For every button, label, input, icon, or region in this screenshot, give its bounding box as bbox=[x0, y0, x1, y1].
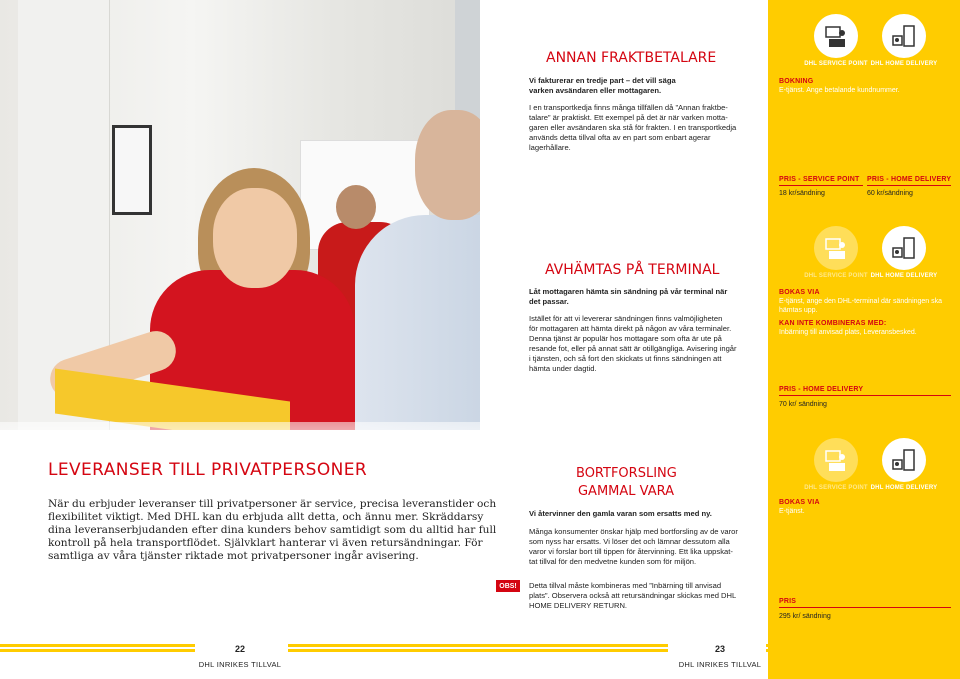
bortforsling-lead: Vi återvinner den gamla varan som ersatts med ny. bbox=[529, 509, 712, 518]
avhamtas-body-5: i tjänsten, och så fort den skickats ut finns sändningen att bbox=[529, 354, 722, 363]
annan-body-2: talare” är praktiskt. Ett exempel på det är när varken motta- bbox=[529, 113, 728, 122]
leveranser-body-3: dina leveranserbjudanden efter dina kunders behov samtidigt som du alltid har full bbox=[48, 524, 497, 536]
annan-lead-2: varken avsändaren eller mottagaren. bbox=[529, 86, 662, 95]
divider bbox=[779, 607, 951, 608]
service-point-icon bbox=[814, 226, 858, 270]
home-delivery-icon bbox=[882, 14, 926, 58]
home-delivery-icon bbox=[882, 438, 926, 482]
bortforsling-pris-label: PRIS bbox=[779, 598, 797, 605]
home-delivery-icon bbox=[882, 226, 926, 270]
avhamtas-body-1: Istället för att vi levererar sändningen finns valmöjligheten bbox=[529, 314, 723, 323]
avhamtas-bokas-text-2: hämtas upp. bbox=[779, 307, 818, 314]
bortforsling-title-1: BORTFORSLING bbox=[576, 466, 677, 481]
annan-pris-hd-label: PRIS - HOME DELIVERY bbox=[867, 176, 952, 183]
annan-body-3: garen eller avsändaren ska stå för frakten. I en transportkedja bbox=[529, 123, 737, 132]
divider bbox=[867, 185, 951, 186]
avhamtas-bokas-text-1: E-tjänst, ange den DHL-terminal där sändningen ska bbox=[779, 298, 943, 305]
avhamtas-body-2: för mottagaren att hämta direkt på någon av våra terminaler. bbox=[529, 324, 732, 333]
annan-body-4: används detta tillval ofta av en part som enbart agerar bbox=[529, 133, 711, 142]
bortforsling-obs-2: plats”. Observera också att retursändningar skickas med DHL bbox=[529, 591, 737, 600]
avhamtas-kan-text: Inbärning till anvisad plats, Leveransbesked. bbox=[779, 329, 917, 336]
bortforsling-title-2: GAMMAL VARA bbox=[577, 484, 675, 499]
avhamtas-lead-2: det passar. bbox=[529, 297, 569, 306]
leveranser-body-2: flexibilitet viktigt. Med DHL kan du erbjuda allt detta, och ännu mer. Skräddarsy bbox=[48, 511, 484, 523]
bortforsling-bokas-text: E-tjänst. bbox=[779, 508, 805, 515]
bortforsling-bokas-label: BOKAS VIA bbox=[779, 499, 820, 506]
bortforsling-pris-value: 295 kr/ sändning bbox=[779, 613, 831, 620]
divider bbox=[779, 395, 951, 396]
service-point-icon bbox=[814, 438, 858, 482]
leveranser-body-4: kontroll på hela transportflödet. Självklart hanterar vi även retursändningar. För bbox=[48, 537, 483, 549]
leveranser-body-1: När du erbjuder leveranser till privatpersoner är service, precisa leveranstider och bbox=[48, 498, 497, 510]
footer-stripes-middle bbox=[288, 644, 668, 654]
avhamtas-pris-hd-value: 70 kr/ sändning bbox=[779, 401, 827, 408]
annan-bokning-label: BOKNING bbox=[779, 78, 814, 85]
annan-body-5: lagerhållare. bbox=[529, 143, 571, 152]
avhamtas-title: AVHÄMTAS PÅ TERMINAL bbox=[545, 262, 720, 278]
footer-stripes-right bbox=[766, 644, 960, 654]
photo-courier-delivering-parcel bbox=[0, 0, 480, 430]
bortforsling-body-2: som nyss har ersatts. Vi löser det och lämnar dessutom alla bbox=[529, 537, 730, 546]
avhamtas-body-4: resande fot, eller på annat sätt är otillgängliga. Avisering ingår bbox=[529, 344, 737, 353]
bortforsling-body-4: tat tillval för den medvetne kunden som för miljön. bbox=[529, 557, 697, 566]
icon-group-avhamtas: DHL SERVICE POINT DHL HOME DELIVERY bbox=[806, 226, 934, 279]
divider bbox=[779, 185, 863, 186]
yellow-sidebar bbox=[768, 0, 960, 679]
avhamtas-kan-label: KAN INTE KOMBINERAS MED: bbox=[779, 320, 887, 327]
annan-title: ANNAN FRAKTBETALARE bbox=[546, 50, 717, 66]
footer-stripes-left-a bbox=[0, 644, 195, 654]
avhamtas-body-3: Denna tjänst är populär hos mottagare som ofta är ute på bbox=[529, 334, 722, 343]
annan-bokning-text: E-tjänst. Ange betalande kundnummer. bbox=[779, 87, 900, 94]
bortforsling-obs-1: Detta tillval måste kombineras med ”Inbärning till anvisad bbox=[529, 581, 722, 590]
icon-group-annan: DHL SERVICE POINT DHL HOME DELIVERY bbox=[806, 14, 934, 67]
icon-group-bortforsling: DHL SERVICE POINT DHL HOME DELIVERY bbox=[806, 438, 934, 491]
annan-pris-sp-label: PRIS - SERVICE POINT bbox=[779, 176, 860, 183]
leveranser-title: LEVERANSER TILL PRIVATPERSONER bbox=[48, 460, 368, 480]
page-number-right: 23 bbox=[714, 644, 725, 654]
annan-pris-sp-value: 18 kr/sändning bbox=[779, 190, 825, 197]
service-point-icon bbox=[814, 14, 858, 58]
avhamtas-bokas-label: BOKAS VIA bbox=[779, 289, 820, 296]
annan-pris-hd-value: 60 kr/sändning bbox=[867, 190, 913, 197]
footer-title-right: DHL INRIKES TILLVAL bbox=[678, 660, 762, 669]
annan-body-1: I en transportkedja finns många tillfällen då ”Annan fraktbe- bbox=[529, 103, 728, 112]
bortforsling-body-3: varor vi forslar bort till tippen för återvinning. Ett lika uppskat- bbox=[529, 547, 733, 556]
page-number-left: 22 bbox=[234, 644, 245, 654]
annan-lead-1: Vi fakturerar en tredje part – det vill säga bbox=[529, 76, 676, 85]
obs-badge: OBS! bbox=[496, 580, 520, 592]
footer-title-left: DHL INRIKES TILLVAL bbox=[198, 660, 282, 669]
bortforsling-obs-3: HOME DELIVERY RETURN. bbox=[529, 601, 628, 610]
avhamtas-body-6: hämta under dagtid. bbox=[529, 364, 597, 373]
avhamtas-pris-hd-label: PRIS - HOME DELIVERY bbox=[779, 386, 864, 393]
avhamtas-lead-1: Låt mottagaren hämta sin sändning på vår terminal när bbox=[529, 287, 728, 296]
bortforsling-body-1: Många konsumenter önskar hjälp med bortforsling av de varor bbox=[529, 527, 738, 536]
leveranser-body-5: samtliga av våra tjänster riktade mot privatpersoner ingår avisering. bbox=[48, 550, 419, 562]
